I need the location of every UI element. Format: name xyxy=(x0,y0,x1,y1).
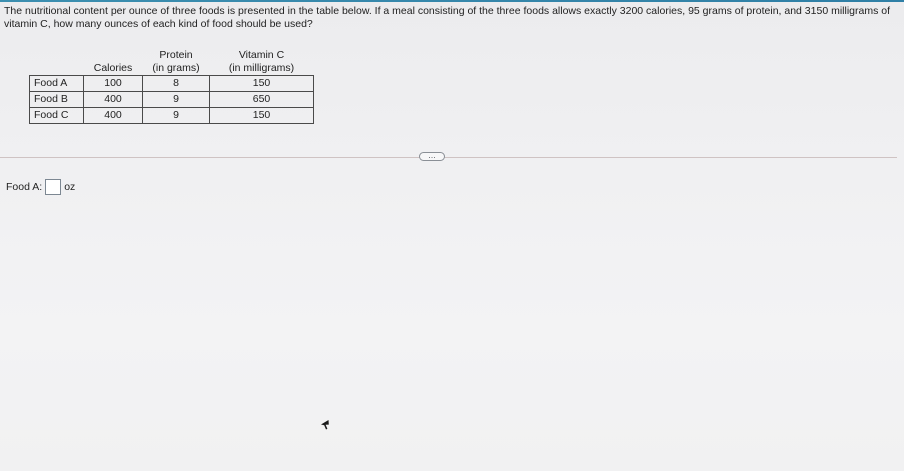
header-vitamin-line2: (in milligrams) xyxy=(228,62,295,74)
section-divider xyxy=(0,157,897,158)
row-food-label: Food A xyxy=(30,76,84,92)
nutrition-table xyxy=(29,49,314,124)
cell-vitamin-c: 650 xyxy=(210,92,314,108)
header-protein-line1: Protein xyxy=(159,49,193,61)
row-food-label: Food B xyxy=(30,92,84,108)
food-a-answer-input[interactable] xyxy=(45,179,61,195)
answer-unit: oz xyxy=(64,181,76,193)
cell-vitamin-c: 150 xyxy=(210,108,314,124)
header-vitamin-line1: Vitamin C xyxy=(238,49,285,61)
more-options-icon: … xyxy=(428,151,436,160)
cell-vitamin-c: 150 xyxy=(210,76,314,92)
row-food-label: Food C xyxy=(30,108,84,124)
cell-calories: 100 xyxy=(84,76,143,92)
table-corner xyxy=(30,49,84,76)
header-vitamin-c xyxy=(210,49,314,76)
mouse-pointer-icon xyxy=(320,419,330,431)
cell-protein: 9 xyxy=(143,108,210,124)
answer-label: Food A: xyxy=(6,181,43,193)
top-accent-strip xyxy=(0,0,904,2)
table-row xyxy=(30,108,314,124)
table-row xyxy=(30,92,314,108)
cell-protein: 9 xyxy=(143,92,210,108)
more-options-button[interactable] xyxy=(419,152,445,161)
header-protein xyxy=(143,49,210,76)
cell-calories: 400 xyxy=(84,108,143,124)
cell-protein: 8 xyxy=(143,76,210,92)
header-calories: Calories xyxy=(93,62,133,74)
header-protein-line2: (in grams) xyxy=(152,62,200,74)
question-text: The nutritional content per ounce of three foods is presented in the table below. If a meal consisting of the three foods allows exactly 3200 calories, 95 grams of protein, and 3150 milligrams of vitamin C, how many ounces of each kind of food should be used? xyxy=(4,5,891,30)
cell-calories: 400 xyxy=(84,92,143,108)
table-row xyxy=(30,76,314,92)
answer-row xyxy=(6,178,75,196)
